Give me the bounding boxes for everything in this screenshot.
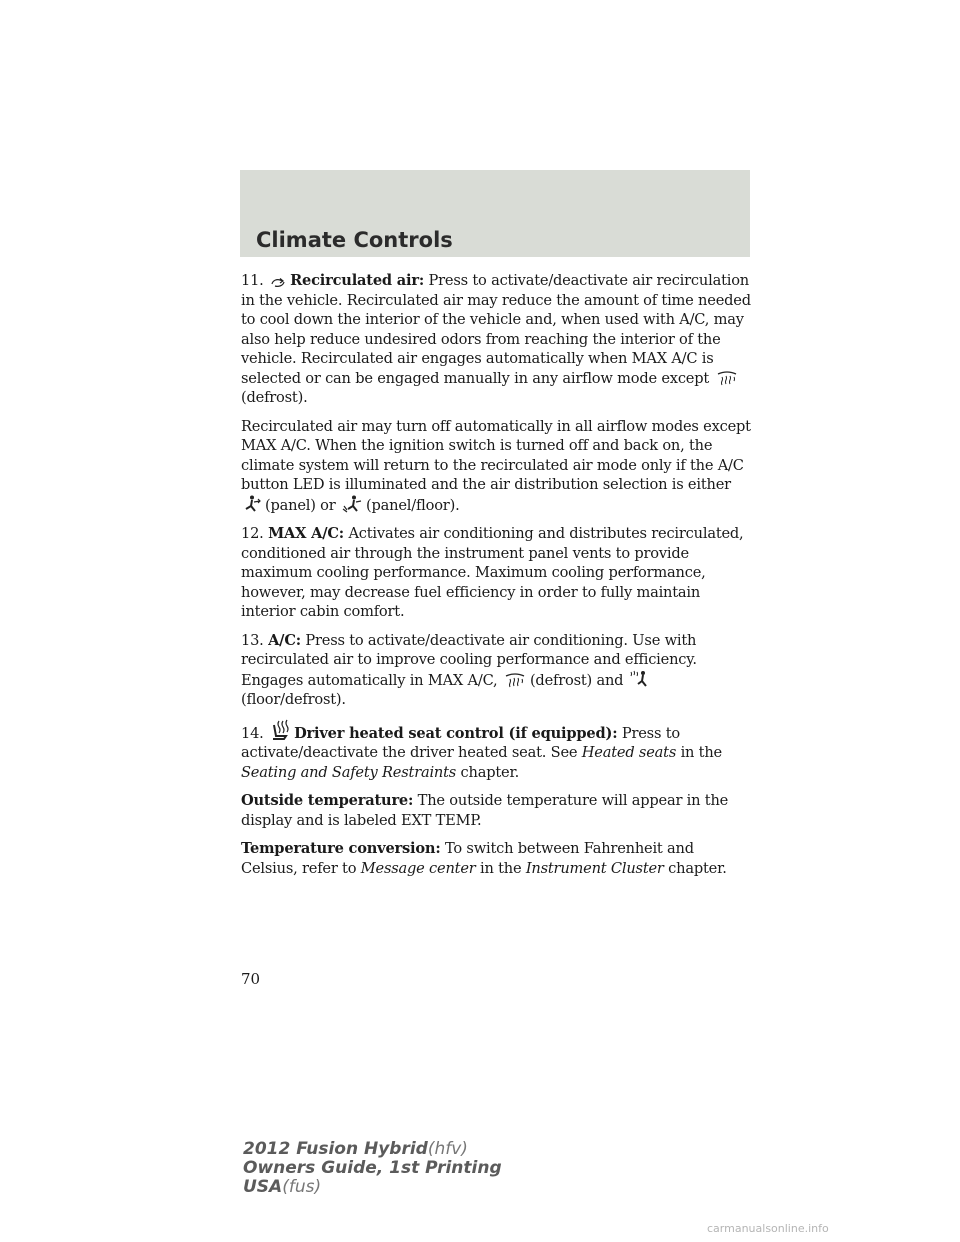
item-label: Recirculated air: bbox=[290, 272, 425, 289]
item-text: (defrost). bbox=[241, 389, 308, 406]
item-label: MAX A/C: bbox=[268, 525, 344, 542]
cross-reference: Seating and Safety Restraints bbox=[241, 763, 457, 781]
item-text: Press to activate/deactivate the driver heated seat. See bbox=[241, 724, 680, 761]
defrost-icon bbox=[504, 672, 526, 688]
recirculation-icon bbox=[270, 278, 286, 288]
item-label: A/C: bbox=[268, 631, 301, 649]
item-label: Driver heated seat control (if equipped): bbox=[294, 724, 618, 742]
item-12-paragraph bbox=[241, 524, 753, 622]
item-text: (defrost) and bbox=[529, 671, 624, 689]
cross-reference: Heated seats bbox=[581, 744, 677, 761]
item-text: Press to activate/deactivate air recirculation in the vehicle. Recirculated air may reduce the amount of time needed to cool down the interior of the vehicle and, when used with A/C, may also help reduce undesired odors from reaching the interior of the vehicle. Recirculated air engages automatically when MAX A/C is selected or can be engaged manually in any airflow mode except bbox=[241, 272, 751, 387]
watermark: carmanualsonline.info bbox=[707, 1222, 829, 1235]
item-text: Activates air conditioning and distributes recirculated, conditioned air through the instrument panel vents to provide maximum cooling performance. Maximum cooling performance, however, may decrease fuel efficiency in order to fully maintain interior cabin comfort. bbox=[241, 525, 744, 620]
temperature-conversion-paragraph bbox=[241, 839, 753, 878]
item-number: 11. bbox=[241, 272, 264, 289]
item-11-paragraph bbox=[241, 271, 753, 408]
footer-model-code: (hfv) bbox=[427, 1139, 468, 1159]
item-label: Temperature conversion: bbox=[241, 840, 441, 857]
cross-reference: Instrument Cluster bbox=[525, 859, 664, 877]
panel-floor-icon bbox=[342, 495, 362, 513]
item-text: chapter. bbox=[668, 859, 727, 877]
item-13-paragraph bbox=[241, 631, 753, 710]
item-text: Press to activate/deactivate air conditioning. Use with recirculated air to improve cooling performance and efficiency. Engages automatically in MAX A/C, bbox=[241, 631, 697, 689]
page-number: 70 bbox=[241, 970, 261, 988]
footer-region: USA bbox=[243, 1177, 283, 1197]
panel-vent-icon bbox=[243, 495, 261, 513]
outside-temperature-paragraph bbox=[241, 791, 753, 830]
item-text: To switch between Fahrenheit and Celsius, refer to bbox=[241, 840, 694, 877]
footer-line-3 bbox=[243, 1178, 502, 1197]
item-text: in the bbox=[680, 744, 722, 761]
item-text: Recirculated air may turn off automatically in all airflow modes except MAX A/C. When the ignition switch is turned off and back on, the climate system will return to the recirculated air mode only if the A/C button LED is illuminated and the air distribution selection is either bbox=[241, 417, 751, 493]
floor-defrost-icon bbox=[630, 670, 650, 688]
document-footer bbox=[243, 1140, 502, 1197]
item-text: (floor/defrost). bbox=[241, 691, 346, 708]
footer-line-2: Owners Guide, 1st Printing bbox=[243, 1158, 502, 1178]
item-label: Outside temperature: bbox=[241, 792, 414, 809]
item-text: (panel/floor). bbox=[366, 496, 460, 514]
item-text: The outside temperature will appear in the display and is labeled EXT TEMP. bbox=[241, 792, 729, 829]
item-number: 13. bbox=[241, 631, 264, 649]
page-body bbox=[241, 271, 753, 887]
item-number: 14. bbox=[241, 724, 264, 742]
item-number: 12. bbox=[241, 525, 264, 542]
item-text: in the bbox=[479, 859, 522, 877]
item-14-paragraph bbox=[241, 719, 753, 783]
item-11-continuation bbox=[241, 417, 753, 516]
footer-model: 2012 Fusion Hybrid bbox=[243, 1139, 428, 1159]
heated-seat-icon bbox=[270, 719, 290, 741]
defrost-icon bbox=[716, 370, 738, 386]
cross-reference: Message center bbox=[360, 859, 476, 877]
section-title: Climate Controls bbox=[256, 228, 453, 252]
item-text: chapter. bbox=[460, 763, 520, 781]
item-text: (panel) or bbox=[265, 496, 336, 514]
footer-line-1 bbox=[243, 1140, 502, 1159]
footer-region-code: (fus) bbox=[282, 1177, 322, 1197]
